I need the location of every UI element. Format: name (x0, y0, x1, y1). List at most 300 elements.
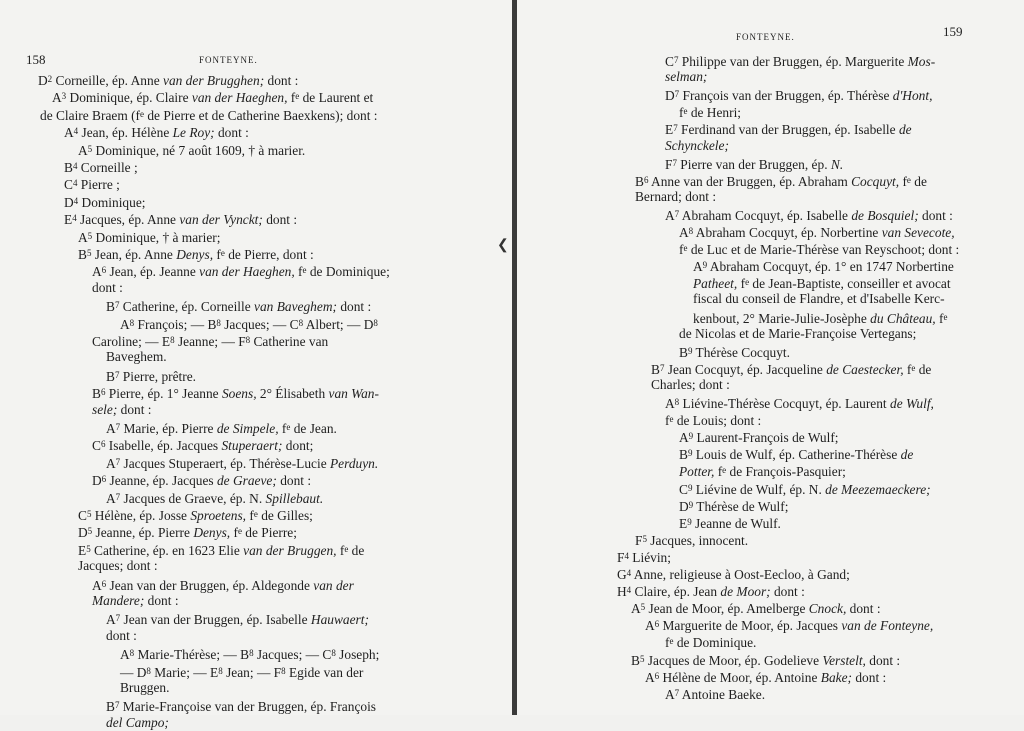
italic-name: Patheet, (693, 276, 738, 292)
text-run: Jean, ép. Hélène (78, 125, 173, 141)
text-run: H (617, 584, 627, 600)
italic-name: de Wulf, (890, 396, 934, 411)
text-run: f (903, 361, 912, 377)
text-run: de Gilles; (257, 508, 313, 523)
text-run: G (617, 567, 627, 582)
text-line (693, 309, 947, 327)
superscript: e (220, 248, 225, 258)
superscript: 8 (373, 317, 378, 328)
text-run: Jacques; — C (253, 647, 332, 663)
text-line (40, 106, 378, 124)
superscript: e (253, 509, 258, 519)
superscript: 5 (87, 230, 93, 241)
text-line (635, 189, 716, 205)
superscript: 7 (674, 687, 680, 698)
text-line (645, 668, 886, 686)
superscript: e (943, 311, 948, 322)
superscript: 5 (86, 509, 92, 519)
text-run: Isabelle, ép. Jacques (105, 438, 222, 454)
text-run: f (278, 421, 287, 436)
text-line (64, 175, 120, 193)
superscript: e (669, 414, 674, 425)
text-line (679, 428, 839, 446)
italic-name: Hauwaert; (310, 612, 369, 628)
text-run: B (78, 247, 87, 262)
superscript: e (722, 465, 727, 476)
superscript: 4 (72, 213, 77, 224)
text-run: A (106, 490, 116, 506)
text-run: D (92, 473, 102, 489)
text-run: A (78, 229, 88, 245)
italic-name: de Bosquiel; (851, 207, 919, 223)
text-run: Jacques; — C (220, 316, 299, 332)
superscript: 7 (673, 123, 678, 134)
text-run: Marie-Françoise van der Bruggen, ép. François (119, 699, 377, 715)
italic-name: van der Brugghen; (163, 73, 265, 88)
superscript: 9 (688, 499, 694, 510)
text-run: f (294, 264, 303, 280)
text-run: Jean, ép. Anne (91, 247, 177, 262)
text-run: dont : (336, 299, 372, 315)
text-run: dont : (846, 601, 881, 617)
text-run: Jeanne; — F (174, 334, 246, 349)
text-run: Bernard; dont : (635, 188, 717, 204)
italic-name: van der Haeghen, (191, 90, 288, 106)
superscript: 7 (114, 300, 120, 311)
text-line (679, 497, 788, 515)
text-run: Albert; — D (303, 316, 374, 332)
text-line (120, 645, 379, 663)
text-run: A (645, 669, 655, 685)
italic-name: Cnock, (808, 601, 847, 617)
text-run: B (106, 699, 115, 715)
superscript: 5 (87, 143, 93, 154)
superscript: e (302, 265, 307, 276)
text-run: A (106, 421, 116, 436)
text-line (78, 245, 314, 263)
text-line (92, 402, 152, 418)
text-run: Baveghem. (106, 349, 167, 365)
text-line (92, 593, 179, 609)
italic-name: Stuperaert; (221, 438, 283, 454)
text-run: D (679, 498, 689, 514)
superscript: 9 (687, 345, 693, 356)
text-run: Jean; — F (222, 664, 282, 680)
superscript: 3 (61, 91, 67, 102)
italic-name: d'Hont, (892, 88, 933, 104)
text-line (651, 377, 730, 393)
italic-name: van der (313, 577, 354, 593)
italic-name: van Sevecote, (881, 225, 955, 240)
text-run: kenbout, 2° Marie-Julie-Josèphe (693, 310, 871, 326)
text-run: Joseph; (335, 647, 380, 663)
text-line (679, 103, 741, 121)
text-line (106, 349, 167, 365)
text-line (679, 480, 931, 498)
superscript: 4 (72, 161, 78, 171)
text-run: Pierre van der Bruggen, ép. (676, 156, 831, 172)
text-run: de Louis; dont : (673, 413, 762, 429)
italic-name: van Baveghem; (254, 299, 337, 315)
text-run: B (679, 447, 688, 463)
superscript: 8 (245, 335, 251, 345)
superscript: 7 (115, 422, 121, 432)
text-run: Marie, ép. Pierre (120, 421, 217, 436)
text-run: Jacques de Moor, ép. Godelieve (644, 652, 823, 668)
text-run: Liévin; (628, 549, 671, 565)
text-run: A (78, 142, 88, 158)
text-line (665, 633, 756, 651)
text-line (617, 548, 671, 566)
superscript: 8 (249, 648, 254, 659)
text-run: A (106, 455, 116, 471)
text-run: Jean van der Bruggen, ép. Isabelle (120, 612, 311, 628)
superscript: 8 (331, 648, 336, 659)
right-page (517, 0, 1024, 715)
text-line (665, 411, 761, 429)
text-run: Jean de Moor, ép. Amelberge (645, 601, 809, 617)
text-run: Pierre, prêtre. (119, 368, 197, 384)
text-run: D (64, 194, 74, 210)
superscript: 8 (298, 317, 304, 328)
text-run: A (92, 264, 102, 280)
text-run: C (679, 481, 688, 497)
text-run: de Jean. (290, 421, 337, 436)
superscript: e (295, 91, 300, 102)
text-run: A (665, 686, 675, 702)
text-run: D (38, 73, 48, 88)
left-page (0, 0, 512, 730)
text-run: dont : (276, 473, 312, 489)
text-line (679, 514, 781, 532)
italic-name: de Moor; (720, 584, 771, 600)
text-run: B (64, 160, 73, 175)
text-run: dont : (264, 73, 299, 88)
italic-name: van Wan- (328, 386, 379, 402)
text-run: A (631, 601, 641, 617)
text-run: Abraham Cocquyt, ép. Norbertine (693, 225, 882, 240)
italic-name: du Château, (870, 310, 936, 326)
text-run: Abraham Cocquyt, ép. 1° en 1747 Norbertine (707, 259, 954, 275)
superscript: e (683, 106, 688, 117)
text-line (120, 663, 363, 681)
superscript: 7 (114, 369, 120, 380)
text-line (665, 685, 765, 703)
text-line (78, 523, 297, 541)
text-line (665, 69, 707, 85)
text-line (679, 445, 913, 463)
superscript: 6 (654, 670, 660, 681)
text-run: Hélène, ép. Josse (91, 508, 191, 523)
text-run: dont : (106, 627, 137, 643)
text-run: Catherine van (250, 334, 329, 349)
italic-name: de Graeve; (216, 473, 277, 489)
superscript: 7 (115, 613, 121, 624)
running-head: FONTEYNE. (199, 55, 258, 65)
text-run: de Claire Braem (f (40, 107, 141, 123)
text-run: Jacques, ép. Anne (76, 212, 180, 228)
text-run: Pierre, ép. 1° Jeanne (105, 386, 222, 402)
italic-name: selman; (665, 69, 708, 85)
text-run: A (92, 577, 102, 593)
text-line (92, 332, 328, 350)
text-line (106, 697, 376, 715)
text-run: E (64, 212, 73, 228)
text-run: Jacques de Graeve, ép. N. (120, 490, 266, 506)
superscript: 7 (674, 208, 680, 219)
italic-name: Mandere; (92, 593, 145, 608)
superscript: 6 (101, 578, 107, 589)
italic-name: del Campo; (106, 714, 169, 730)
text-run: Jacques, innocent. (646, 532, 749, 548)
text-line (120, 315, 378, 333)
italic-name: de (898, 122, 912, 138)
text-line (64, 158, 138, 176)
italic-name: de Simpele, (216, 421, 279, 436)
text-line (78, 141, 305, 159)
text-run: A (693, 259, 703, 275)
italic-name: Verstelt, (822, 652, 866, 668)
text-run: Louis de Wulf, ép. Catherine-Thérèse (692, 447, 901, 463)
text-line (106, 367, 196, 385)
italic-name: Denys, (193, 525, 231, 541)
text-run: dont : (262, 212, 298, 228)
text-run: A (679, 430, 689, 446)
text-run: François van der Bruggen, ép. Thérèse (679, 88, 893, 104)
text-run: E (78, 542, 87, 558)
italic-name: van der Bruggen, (243, 542, 337, 558)
text-run: de Pierre; (241, 525, 297, 541)
superscript: 8 (281, 665, 286, 676)
text-run: A (106, 612, 116, 628)
text-run: dont : (865, 652, 901, 668)
text-line (92, 280, 123, 296)
text-run: Corneille, ép. Anne (52, 73, 163, 88)
superscript: 6 (643, 174, 649, 185)
text-line (617, 565, 850, 583)
gutter-mark: ❮ (497, 238, 509, 253)
text-line (679, 326, 916, 342)
text-line (92, 262, 390, 280)
text-line (665, 120, 912, 138)
text-run: f (336, 542, 345, 558)
text-run: François; — B (134, 316, 217, 332)
text-line (38, 71, 298, 89)
text-run: F (665, 156, 673, 172)
text-run: Dominique; (78, 194, 146, 210)
text-run: de (348, 542, 365, 558)
superscript: e (683, 243, 688, 254)
text-run: B (106, 299, 115, 315)
text-line (78, 541, 364, 559)
text-run: Marguerite de Moor, ép. Jacques (659, 618, 842, 634)
text-run: C (665, 54, 674, 69)
text-line (665, 138, 729, 154)
text-run: F (617, 549, 625, 565)
italic-name: Cocquyt, (851, 173, 900, 189)
text-run: Thérèse Cocquyt. (692, 344, 790, 360)
italic-name: Bake; (820, 669, 853, 685)
superscript: 4 (626, 568, 632, 578)
text-line (106, 715, 169, 731)
text-run: Marie-Thérèse; — B (134, 647, 250, 663)
text-run: A (665, 207, 675, 223)
superscript: 8 (129, 648, 135, 659)
text-run: Charles; dont : (651, 376, 730, 392)
text-run: f (679, 242, 684, 258)
text-line (679, 223, 955, 241)
superscript: 4 (624, 550, 629, 561)
text-run: A (665, 396, 675, 411)
text-run: Anne, religieuse à Oost-Eecloo, à Gand; (631, 567, 850, 582)
text-line (665, 52, 935, 70)
superscript: e (911, 362, 916, 373)
text-run: Jacques; dont : (78, 558, 158, 574)
page-number: 158 (26, 52, 46, 67)
text-run: f (899, 173, 907, 189)
italic-name: sele; (92, 401, 118, 417)
text-run: dont : (214, 125, 249, 141)
superscript: 8 (170, 335, 175, 345)
text-run: f (665, 413, 670, 429)
text-run: dont : (770, 584, 805, 600)
italic-name: Denys, (176, 247, 214, 262)
superscript: 9 (688, 431, 694, 442)
superscript: 6 (101, 474, 107, 485)
text-run: f (679, 105, 684, 121)
text-line (106, 489, 323, 507)
superscript: 8 (146, 665, 151, 676)
superscript: 4 (626, 585, 632, 596)
text-run: Catherine, ép. Corneille (119, 299, 255, 315)
text-run: Dominique, ép. Claire (66, 90, 192, 106)
text-run: f (737, 276, 746, 292)
text-line (617, 582, 805, 600)
text-run: f (287, 90, 296, 106)
text-line (78, 228, 220, 246)
text-line (665, 86, 932, 104)
text-run: dont : (918, 207, 953, 223)
superscript: 5 (87, 526, 93, 537)
italic-name: de Caestecker, (826, 361, 904, 377)
text-line (106, 610, 369, 628)
text-line (92, 471, 311, 489)
text-run: Jeanne de Wulf. (691, 515, 781, 531)
running-head: FONTEYNE. (736, 32, 795, 42)
text-run: f (213, 247, 221, 262)
superscript: e (344, 543, 349, 554)
text-line (92, 576, 354, 594)
text-run: C (92, 438, 101, 454)
text-run: Marie; — E (150, 664, 219, 680)
text-run: Antoine Baeke. (679, 686, 766, 702)
text-line (106, 419, 337, 437)
superscript: 5 (639, 653, 645, 664)
superscript: 4 (73, 126, 79, 137)
text-run: D (665, 88, 675, 104)
superscript: 9 (687, 448, 693, 459)
text-run: B (92, 386, 101, 402)
superscript: 7 (674, 89, 680, 100)
text-run: de Dominique. (673, 635, 757, 651)
text-run: de Pierre et de Catherine Baexkens); dont : (144, 107, 378, 123)
superscript: e (906, 174, 911, 185)
text-line (78, 506, 313, 524)
text-line (106, 454, 378, 472)
italic-name: Le Roy; (172, 125, 215, 141)
superscript: 5 (86, 248, 92, 258)
italic-name: Potter, (679, 464, 715, 480)
text-run: B (635, 173, 644, 189)
text-run: Claire, ép. Jean (631, 584, 721, 600)
superscript: e (237, 526, 242, 537)
superscript: 9 (687, 482, 693, 493)
text-run: A (120, 316, 130, 332)
text-run: Anne van der Bruggen, ép. Abraham (648, 173, 852, 189)
text-run: Liévine de Wulf, ép. N. (692, 481, 826, 497)
text-line (679, 240, 959, 258)
text-run: Jacques Stuperaert, ép. Thérèse-Lucie (120, 455, 330, 471)
text-run: dont : (852, 669, 887, 685)
superscript: 7 (673, 55, 679, 65)
text-run: Thérèse de Wulf; (693, 498, 789, 514)
text-run: Hélène de Moor, ép. Antoine (659, 669, 821, 685)
superscript: 9 (702, 260, 708, 271)
superscript: 5 (640, 602, 646, 613)
page-number: 159 (943, 24, 963, 39)
text-run: Corneille ; (77, 160, 138, 175)
text-line (635, 172, 927, 190)
superscript: 6 (100, 387, 106, 398)
text-run: Egide van der (285, 664, 364, 680)
superscript: 9 (687, 516, 692, 527)
superscript: 8 (218, 665, 223, 676)
superscript: 4 (72, 178, 78, 189)
text-run: de Laurent et (299, 90, 374, 106)
superscript: 6 (101, 265, 107, 276)
text-run: de Jean-Baptiste, conseiller et avocat (749, 276, 951, 292)
text-run: F (635, 532, 643, 548)
text-run: Jean, ép. Jeanne (106, 264, 200, 280)
text-run: f (230, 525, 238, 541)
text-run: Dominique, né 7 août 1609, † à marier. (92, 142, 306, 158)
text-run: Pierre ; (77, 177, 120, 193)
text-line (693, 291, 945, 307)
superscript: 8 (216, 317, 221, 328)
superscript: 7 (672, 157, 677, 168)
text-line (651, 360, 931, 378)
text-run: Philippe van der Bruggen, ép. Marguerite (678, 54, 908, 69)
superscript: 8 (674, 397, 680, 407)
text-run: Bruggen. (120, 680, 170, 695)
superscript: e (669, 636, 674, 647)
text-run: de Dominique; (306, 264, 390, 280)
text-run: de Pierre, dont : (224, 247, 314, 262)
text-run: B (106, 368, 115, 384)
text-line (693, 274, 951, 292)
italic-name: Spillebaut. (265, 490, 324, 506)
italic-name: Sproetens, (190, 508, 247, 523)
italic-name: van der Vynckt; (179, 212, 263, 228)
text-line (631, 651, 900, 669)
text-run: C (64, 177, 73, 193)
text-line (120, 680, 169, 696)
text-run: B (631, 652, 640, 668)
text-run: fiscal du conseil de Flandre, et d'Isabelle Kerc- (693, 291, 945, 307)
text-run: Jean Cocquyt, ép. Jacqueline (664, 361, 827, 377)
text-line (64, 193, 146, 211)
text-run: dont : (117, 401, 152, 417)
